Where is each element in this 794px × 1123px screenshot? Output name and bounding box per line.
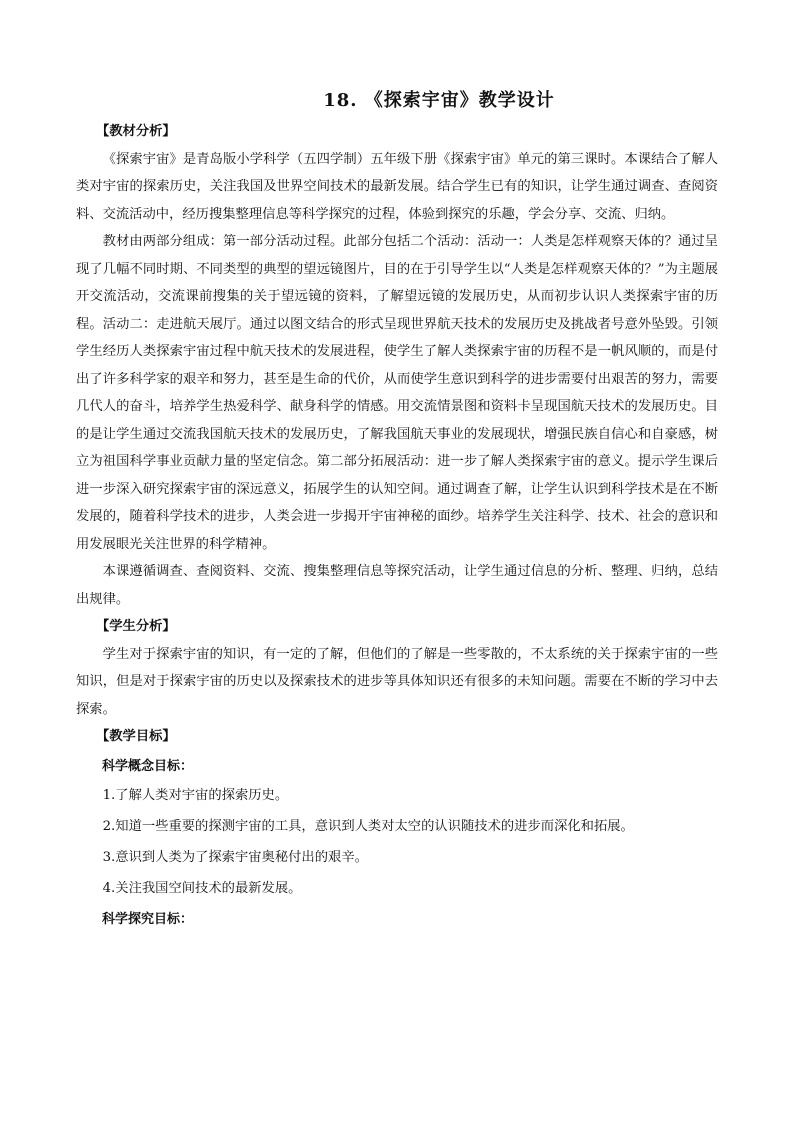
paragraph-textbook-3: 本课遵循调查、查阅资料、交流、搜集整理信息等探究活动，让学生通过信息的分析、整理、归纳，总结出规律。 xyxy=(76,564,718,607)
goal-item-1: 1.了解人类对宇宙的探索历史。 xyxy=(102,788,289,803)
document-body xyxy=(76,118,718,934)
subheading-science-concept-goals: 科学概念目标： xyxy=(102,758,194,774)
subheading-science-inquiry-goals: 科学探究目标： xyxy=(102,912,194,927)
goal-item-2: 2.知道一些重要的探测宇宙的工具，意识到人类对太空的认识随技术的进步而深化和拓展。 xyxy=(102,819,634,834)
paragraph-student-1: 学生对于探索宇宙的知识，有一定的了解，但他们的了解是一些零散的，不太系统的关于探索宇宙的一些知识，但是对于探索宇宙的历史以及探索技术的进步等具体知识还有很多的未知问题。需要在不断的学习中去探索。 xyxy=(76,646,718,717)
paragraph-textbook-1: 《探索宇宙》是青岛版小学科学（五四学制）五年级下册《探索宇宙》单元的第三课时。本课结合了解人类对宇宙的探索历史，关注我国及世界空间技术的最新发展。结合学生已有的知识，让学生通过调查、查阅资料、交流活动中，经历搜集整理信息等科学探究的过程，体验到探究的乐趣，学会分享、交流、归纳。 xyxy=(76,151,718,222)
section-heading-student-analysis: 【学生分析】 xyxy=(95,619,176,634)
paragraph-textbook-2: 教材由两部分组成：第一部分活动过程。此部分包括二个活动：活动一：人类是怎样观察天体的？通过呈现了几幅不同时期、不同类型的典型的望远镜图片，目的在于引导学生以“人类是怎样观察天体的？”为主题展开交流活动，交流课前搜集的关于望远镜的资料，了解望远镜的发展历史，从而初步认识人类探索宇宙的历程。活动二：走进航天展厅。通过以图文结合的形式呈现世界航天技术的发展历史及挑战者号意外坠毁。引领学生经历人类探索宇宙过程中航天技术的发展进程，使学生了解人类探索宇宙的历程不是一帆风顺的，而是付出了许多科学家的艰辛和努力，甚至是生命的代价，从而使学生意识到科学的进步需要付出艰苦的努力，需要几代人的奋斗，培养学生热爱科学、献身科学的情感。用交流情景图和资料卡呈现国航天技术的发展历史。目的是让学生通过交流我国航天技术的发展历史，了解我国航天事业的发展现状，增强民族自信心和自豪感，树立为祖国科学事业贡献力量的坚定信念。第二部分拓展活动：进一步了解人类探索宇宙的意义。提示学生课后进一步深入研究探索宇宙的深远意义，拓展学生的认知空间。通过调查了解，让学生认识到科学技术是在不断发展的，随着科学技术的进步，人类会进一步揭开宇宙神秘的面纱。培养学生关注科学、技术、社会的意识和用发展眼光关注世界的科学精神。 xyxy=(76,234,718,552)
section-heading-teaching-goals: 【教学目标】 xyxy=(95,729,176,744)
goal-item-3: 3.意识到人类为了探索宇宙奥秘付出的艰辛。 xyxy=(102,850,368,865)
document-title: 18. 《探索宇宙》教学设计 xyxy=(323,90,555,111)
section-heading-textbook-analysis: 【教材分析】 xyxy=(95,124,176,139)
goal-item-4: 4.关注我国空间技术的最新发展。 xyxy=(102,881,302,896)
